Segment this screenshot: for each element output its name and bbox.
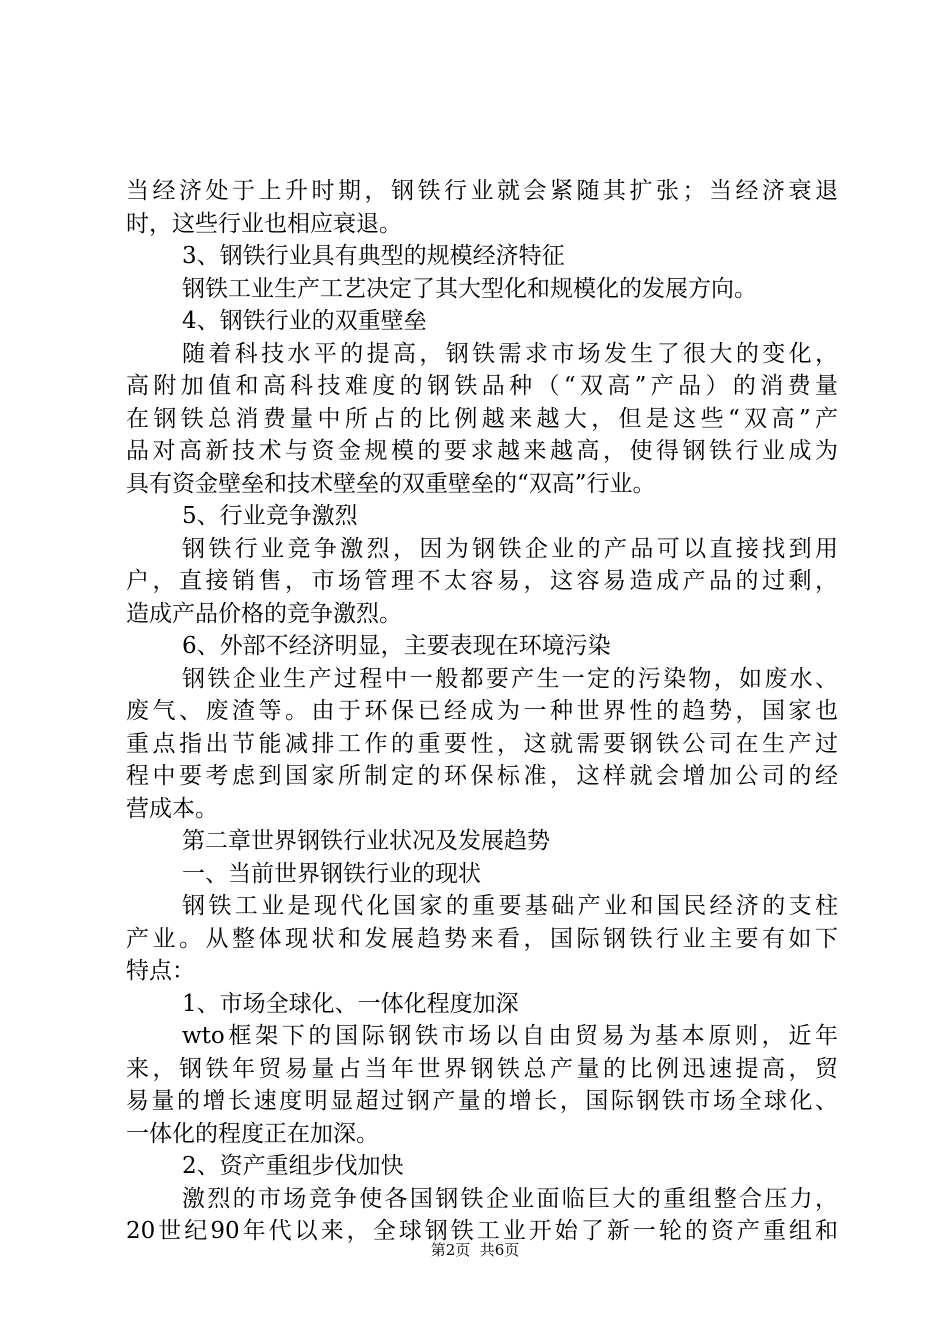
section-heading: 1、市场全球化、一体化程度加深 (182, 990, 519, 1017)
paragraph-line: 钢铁行业竞争激烈，因为钢铁企业的产品可以直接找到用 (182, 535, 838, 562)
paragraph-line: 20世纪90年代以来，全球钢铁工业开始了新一轮的资产重组和 (126, 1218, 838, 1244)
paragraph-line: 具有资金壁垒和技术壁垒的双重壁垒的“双高”行业。 (126, 470, 656, 497)
paragraph-line: 时，这些行业也相应衰退。 (126, 210, 402, 237)
page-number-footer: 第2页 共6页 (430, 1241, 520, 1259)
paragraph-line: 当经济处于上升时期，钢铁行业就会紧随其扩张；当经济衰退 (126, 178, 838, 204)
section-heading: 4、钢铁行业的双重壁垒 (182, 308, 427, 334)
paragraph-line: 户，直接销售，市场管理不太容易，这容易造成产品的过剩， (126, 568, 838, 594)
paragraph-line: 程中要考虑到国家所制定的环保标准，这样就会增加公司的经 (126, 763, 838, 789)
paragraph-line: wto框架下的国际钢铁市场以自由贸易为基本原则，近年 (182, 1023, 838, 1049)
chapter-heading: 第二章世界钢铁行业状况及发展趋势 (182, 828, 550, 854)
paragraph-line: 特点： (126, 958, 195, 984)
paragraph-line: 钢铁工业是现代化国家的重要基础产业和国民经济的支柱 (182, 893, 838, 919)
section-heading: 2、资产重组步伐加快 (182, 1153, 404, 1179)
paragraph-line: 造成产品价格的竞争激烈。 (126, 600, 402, 627)
paragraph-line: 重点指出节能减排工作的重要性，这就需要钢铁公司在生产过 (126, 730, 838, 757)
paragraph-line: 来，钢铁年贸易量占当年世界钢铁总产量的比例迅速提高，贸 (126, 1055, 838, 1082)
document-body (126, 175, 838, 1248)
paragraph-line: 废气、废渣等。由于环保已经成为一种世界性的趋势，国家也 (126, 698, 838, 724)
paragraph-line: 高附加值和高科技难度的钢铁品种（“双高”产品）的消费量 (126, 373, 838, 399)
section-heading: 一、当前世界钢铁行业的现状 (182, 860, 481, 887)
section-heading: 5、行业竞争激烈 (182, 503, 358, 529)
paragraph-line: 钢铁企业生产过程中一般都要产生一定的污染物，如废水、 (182, 665, 838, 692)
paragraph-line: 易量的增长速度明显超过钢产量的增长，国际钢铁市场全球化、 (126, 1088, 838, 1114)
paragraph-line: 钢铁工业生产工艺决定了其大型化和规模化的发展方向。 (182, 275, 757, 302)
paragraph-line: 激烈的市场竞争使各国钢铁企业面临巨大的重组整合压力， (182, 1185, 838, 1212)
paragraph-line: 在钢铁总消费量中所占的比例越来越大，但是这些“双高”产 (126, 405, 838, 432)
paragraph-line: 品对高新技术与资金规模的要求越来越高，使得钢铁行业成为 (126, 438, 838, 464)
paragraph-line: 产业。从整体现状和发展趋势来看，国际钢铁行业主要有如下 (126, 925, 838, 952)
section-heading: 6、外部不经济明显，主要表现在环境污染 (182, 633, 611, 659)
paragraph-line: 随着科技水平的提高，钢铁需求市场发生了很大的变化， (182, 340, 838, 367)
paragraph-line: 一体化的程度正在加深。 (126, 1120, 379, 1147)
section-heading: 3、钢铁行业具有典型的规模经济特征 (182, 243, 565, 269)
paragraph-line: 营成本。 (126, 795, 218, 822)
